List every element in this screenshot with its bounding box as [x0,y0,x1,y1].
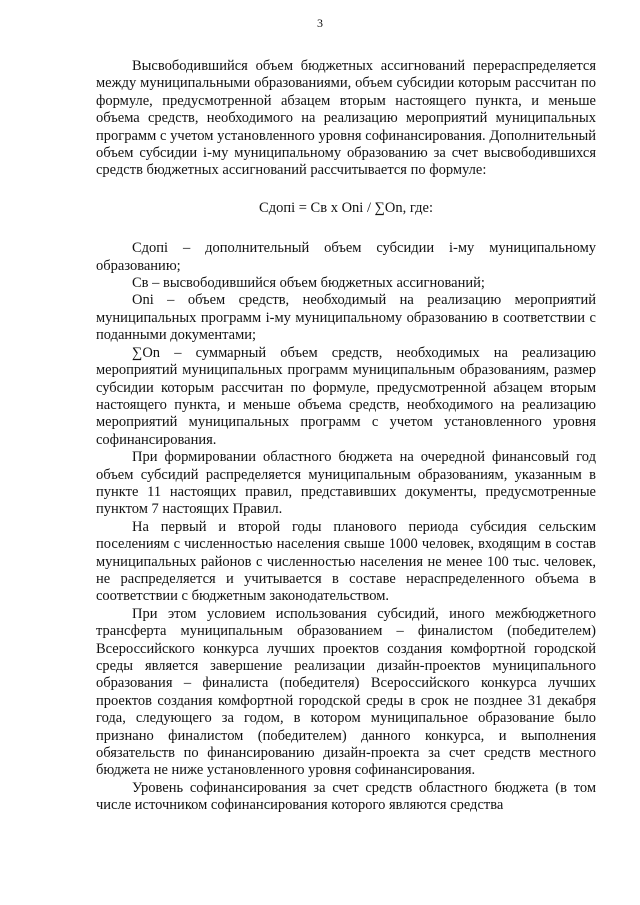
paragraph-cofinancing-level: Уровень софинансирования за счет средств областного бюджета (в том числе источником софинансирования которого являются средства [96,779,596,814]
page-number: 3 [317,16,323,30]
document-body [96,58,596,815]
paragraph-usage-condition: При этом условием использования субсидий, иного межбюджетного трансферта муниципальным образованием – финалистом (победителем) Всероссийского конкурса лучших проектов создания комфортной городской среды является завершение реализации дизайн-проектов муниципального образования – финалиста (победителя) Всероссийского конкурса лучших проектов создания комфортной городской среды в срок не позднее 31 декабря года, следующего за годом, в котором муниципальное образование было признано финалистом (победителем) данного конкурса, и выполнения обязательств по финансированию дизайн-проекта за счет средств местного бюджета не ниже установленного уровня софинансирования. [96,605,596,779]
formula: Сдопi = Св х Оni / ∑Оn, где: [259,199,433,216]
paragraph-definition-sv: Св – высвободившийся объем бюджетных ассигнований; [132,275,485,292]
paragraph-planning-period: На первый и второй годы планового периода субсидия сельским поселениям с численностью населения свыше 1000 человек, входящим в состав муниципальных районов с численностью населения не менее 100 тыс. человек, не распределяется и учитывается в составе нераспределенного объема в соответствии с бюджетным законодательством. [96,518,596,605]
paragraph-definition-oni: Оni – объем средств, необходимый на реализацию мероприятий муниципальных программ i-му муниципальному образованию в соответствии с поданными документами; [96,292,596,344]
paragraph-budget-formation: При формировании областного бюджета на очередной финансовый год объем субсидий распределяется муниципальным образованиям, указанным в пункте 11 настоящих правил, представивших документы, предусмотренные пунктом 7 настоящих Правил. [96,449,596,518]
paragraph-definition-sdop: Сдопi – дополнительный объем субсидии i-му муниципальному образованию; [96,240,596,274]
paragraph-redistribution: Высвободившийся объем бюджетных ассигнований перераспределяется между муниципальными образованиями, объем субсидии которым рассчитан по формуле, предусмотренной абзацем вторым настоящего пункта, и меньше объема средств, необходимого на реализацию мероприятий муниципальных программ с учетом установленного уровня софинансирования. Дополнительный объем субсидии i-му муниципальному образованию за счет высвободившихся средств бюджетных ассигнований рассчитывается по формуле: [96,58,596,179]
paragraph-definition-sum-on: ∑Оn – суммарный объем средств, необходимых на реализацию мероприятий муниципальных программ муниципальным образованиям, размер субсидии которым рассчитан по формуле, предусмотренной абзацем вторым настоящего пункта, и меньше объема средств, необходимого на реализацию мероприятий муниципальных программ с учетом установленного уровня софинансирования. [96,344,596,448]
